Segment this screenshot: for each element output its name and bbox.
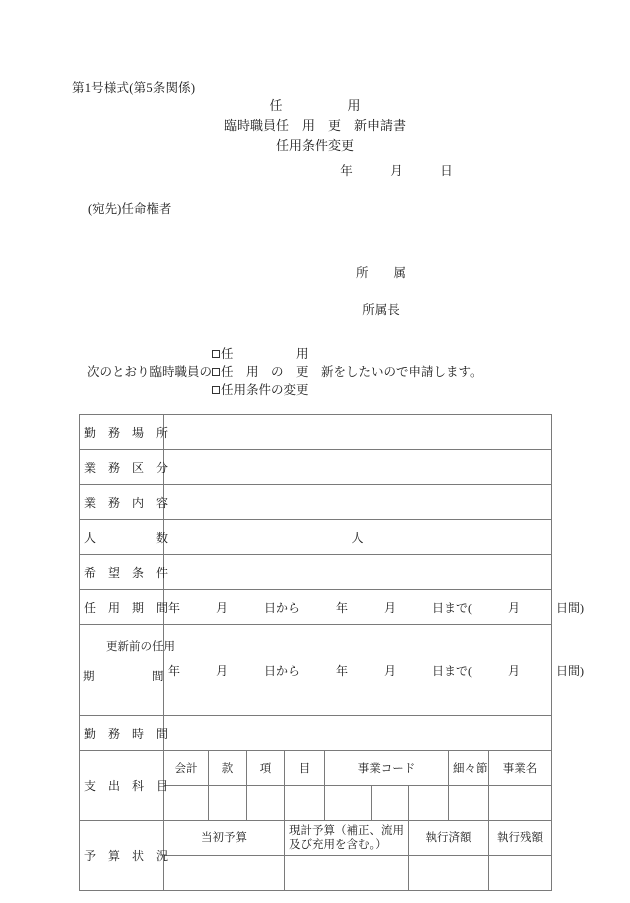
value-project-code-1[interactable] xyxy=(325,786,372,821)
label-previous-line1: 更新前の任用 xyxy=(106,641,175,653)
addressee-label: (宛先)任命権者 xyxy=(88,202,172,216)
label-work-content: 業 務 内 容 xyxy=(80,485,164,520)
value-work-content[interactable] xyxy=(164,485,552,520)
title-line-2: 臨時職員任 用 更 新申請書 xyxy=(223,118,406,133)
value-work-category[interactable] xyxy=(164,450,552,485)
value-account[interactable] xyxy=(164,786,209,821)
label-budget-status: 予 算 状 況 xyxy=(80,821,164,891)
title-line-1: 任 用 xyxy=(269,98,361,113)
value-executed-amount[interactable] xyxy=(409,856,489,891)
value-ko[interactable] xyxy=(247,786,285,821)
table-row xyxy=(80,590,552,625)
header-executed-amount: 執行済額 xyxy=(409,821,489,856)
value-work-location[interactable] xyxy=(164,415,552,450)
label-desired-conditions: 希 望 条 件 xyxy=(80,555,164,590)
header-account: 会計 xyxy=(164,751,209,786)
checkbox-renewal-icon[interactable] xyxy=(212,368,220,376)
label-expenditure-item: 支 出 科 目 xyxy=(80,751,164,821)
label-previous-line2: 期 間 xyxy=(83,671,164,683)
header-ko: 項 xyxy=(247,751,285,786)
statement-tail: をしたいので申請します。 xyxy=(333,365,483,379)
label-previous-appointment-period xyxy=(80,625,175,716)
affiliation-block xyxy=(0,255,630,329)
header-current-budget-line2: 及び充用を含む。） xyxy=(289,839,387,851)
value-appointment-period[interactable]: 年 月 日から 年 月 日まで( 月 日間) xyxy=(164,590,552,625)
header-project-code: 事業コード xyxy=(325,751,449,786)
label-work-location: 勤 務 場 所 xyxy=(80,415,164,450)
statement-option-3: 任用条件の変更 xyxy=(221,383,309,397)
table-row xyxy=(80,485,552,520)
header-kan: 款 xyxy=(209,751,247,786)
value-current-budget[interactable] xyxy=(285,856,409,891)
header-moku: 目 xyxy=(285,751,325,786)
statement-option-2: 任 用 の 更 新 xyxy=(221,365,334,379)
label-work-category: 業 務 区 分 xyxy=(80,450,164,485)
table-row xyxy=(80,625,552,716)
header-current-budget-line1: 現計予算（補正、流用 xyxy=(289,825,404,837)
checkbox-appointment-icon[interactable] xyxy=(212,350,220,358)
title-line-3: 任用条件変更 xyxy=(275,138,354,153)
value-number-of-persons[interactable]: 人 xyxy=(164,520,552,555)
table-row xyxy=(80,415,552,450)
table-row xyxy=(80,716,552,751)
application-statement xyxy=(0,345,630,399)
statement-row-1 xyxy=(0,345,630,363)
document-title xyxy=(0,96,630,156)
header-initial-budget: 当初予算 xyxy=(164,821,285,856)
affiliation-head-label: 所属長 xyxy=(362,303,400,317)
table-row-budget-header xyxy=(80,821,552,856)
value-desired-conditions[interactable] xyxy=(164,555,552,590)
date-field: 年 月 日 xyxy=(340,164,453,178)
value-kan[interactable] xyxy=(209,786,247,821)
header-project-name: 事業名 xyxy=(489,751,552,786)
table-row-expenditure-header xyxy=(80,751,552,786)
value-previous-appointment-period[interactable]: 年 月 日から 年 月 日まで( 月 日間) xyxy=(164,625,552,716)
table-row xyxy=(80,450,552,485)
statement-lead: 次のとおり臨時職員の xyxy=(86,365,212,379)
form-number: 第1号様式(第5条関係) xyxy=(72,81,196,95)
affiliation-label: 所 属 xyxy=(355,266,406,280)
value-initial-budget[interactable] xyxy=(164,856,285,891)
statement-row-2 xyxy=(0,363,630,381)
value-moku[interactable] xyxy=(285,786,325,821)
statement-option-1: 任 用 xyxy=(221,347,309,361)
value-project-name[interactable] xyxy=(489,786,552,821)
label-number-of-persons: 人 数 xyxy=(80,520,164,555)
label-appointment-period: 任 用 期 間 xyxy=(80,590,164,625)
table-row xyxy=(80,555,552,590)
value-remaining-amount[interactable] xyxy=(489,856,552,891)
application-details-table xyxy=(79,414,584,891)
table-row xyxy=(80,520,552,555)
header-sub-section: 細々節 xyxy=(449,751,489,786)
value-project-code-2[interactable] xyxy=(372,786,409,821)
header-current-budget xyxy=(285,821,409,856)
value-project-code-3[interactable] xyxy=(409,786,449,821)
label-working-hours: 勤 務 時 間 xyxy=(80,716,164,751)
value-sub-section[interactable] xyxy=(449,786,489,821)
value-working-hours[interactable] xyxy=(164,716,552,751)
statement-row-3 xyxy=(0,381,630,399)
checkbox-condition-change-icon[interactable] xyxy=(212,386,220,394)
header-remaining-amount: 執行残額 xyxy=(489,821,552,856)
